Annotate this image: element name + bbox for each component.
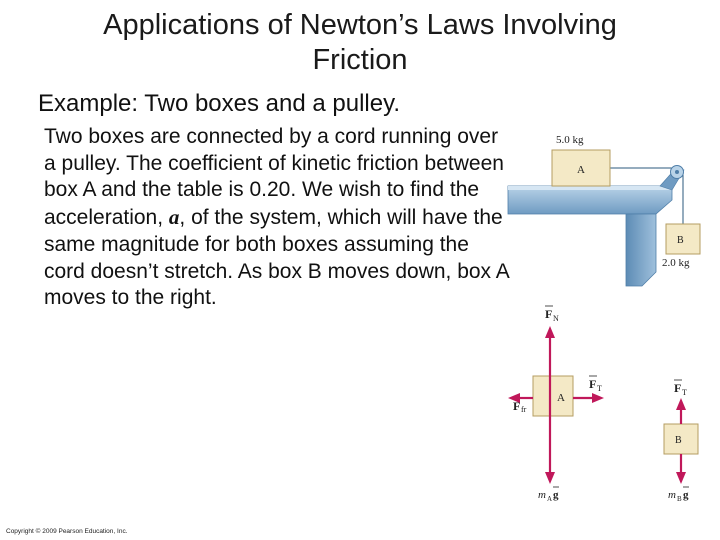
copyright-notice: Copyright © 2009 Pearson Education, Inc.	[6, 528, 128, 535]
weight-b-arrowhead	[676, 472, 686, 484]
weight-b-m: m	[668, 489, 676, 501]
example-heading: Example: Two boxes and a pulley.	[38, 90, 400, 117]
box-a-label: A	[577, 164, 585, 176]
tension-a-subscript: T	[597, 384, 602, 393]
normal-force-symbol: F	[545, 307, 553, 321]
fbd-box-a-label: A	[557, 392, 565, 404]
tension-b-arrowhead	[676, 398, 686, 410]
friction-force-symbol: F	[513, 399, 521, 413]
weight-a-g: g	[553, 489, 559, 501]
table-top	[508, 186, 672, 214]
problem-text-after: , of the system, which will have the same magnitude for both boxes assuming the cord doesn’t stretch. As box B moves down, box A moves to the right.	[44, 206, 509, 310]
weight-a-subscript: A	[547, 495, 553, 503]
mass-b-label: 2.0 kg	[662, 257, 690, 269]
table-leg	[626, 214, 656, 286]
weight-b-subscript: B	[677, 495, 682, 503]
tension-a-symbol: F	[589, 377, 597, 391]
box-b-label: B	[677, 235, 684, 246]
weight-a-m: m	[538, 489, 546, 501]
normal-force-subscript: N	[553, 314, 559, 323]
table-edge	[508, 186, 672, 190]
title-line-1: Applications of Newton’s Laws Involving	[103, 9, 617, 41]
fbd-box-a	[533, 376, 573, 416]
normal-force-arrowhead	[545, 326, 555, 338]
friction-force-subscript: fr	[521, 405, 527, 414]
problem-text-before: Two boxes are connected by a cord running over a pulley. The coefficient of kinetic friction between box A and the table is 0.20. We wish to find the acceleration,	[44, 125, 504, 230]
tension-a-arrowhead	[592, 393, 604, 403]
tension-b-subscript: T	[682, 388, 687, 397]
weight-b-g: g	[683, 489, 689, 501]
title-line-2: Friction	[312, 44, 408, 76]
weight-a-arrowhead	[545, 472, 555, 484]
fbd-box-b-label: B	[675, 435, 682, 446]
pulley-axle	[675, 170, 679, 174]
mass-a-label: 5.0 kg	[556, 134, 584, 146]
acceleration-symbol: a	[168, 205, 180, 230]
tension-b-symbol: F	[674, 381, 682, 395]
